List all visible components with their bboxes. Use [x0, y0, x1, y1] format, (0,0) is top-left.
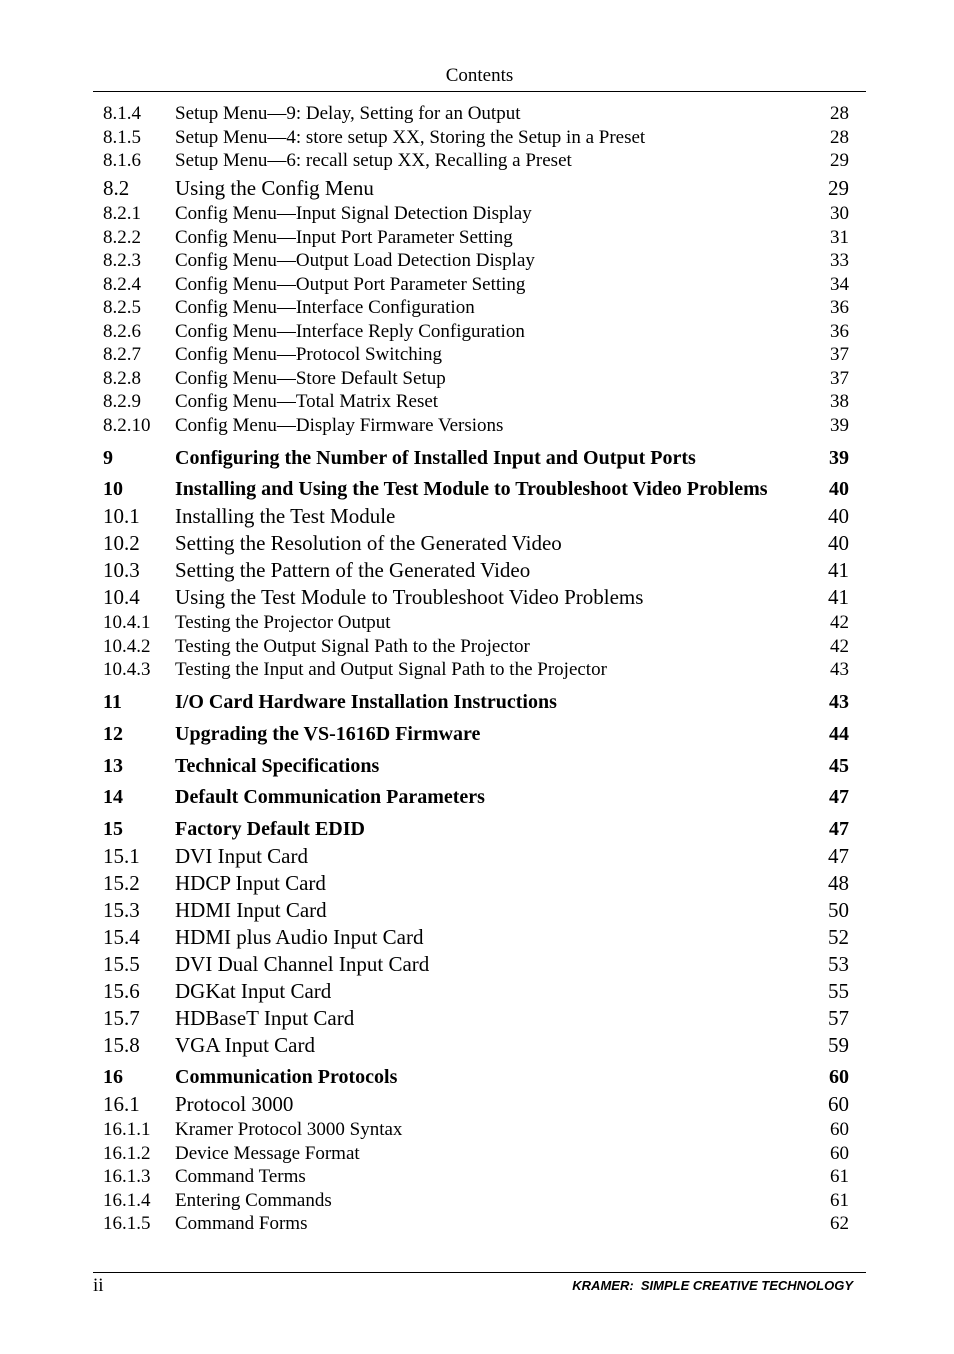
toc-entry[interactable] [0, 721, 954, 748]
toc-entry-page: 36 [830, 297, 849, 318]
toc-entry-page: 36 [830, 321, 849, 342]
toc-entry[interactable] [0, 1212, 954, 1236]
toc-entry[interactable] [0, 784, 954, 811]
toc-entry-page: 59 [828, 1032, 849, 1057]
toc-entry[interactable] [0, 476, 954, 503]
toc-entry-number: 8.2.2 [103, 227, 141, 248]
toc-entry-page: 40 [828, 530, 849, 555]
toc-entry-page: 47 [829, 785, 849, 808]
toc-entry[interactable] [0, 149, 954, 173]
toc-entry[interactable] [0, 503, 954, 530]
toc-entry-title: Setting the Pattern of the Generated Video [175, 557, 531, 582]
toc-entry-title: VGA Input Card [175, 1032, 315, 1057]
toc-entry-number: 16 [103, 1065, 123, 1088]
toc-entry[interactable] [0, 843, 954, 870]
toc-entry-page: 61 [830, 1166, 849, 1187]
toc-entry-number: 15.4 [103, 924, 140, 949]
toc-entry-number: 10.2 [103, 530, 140, 555]
toc-entry[interactable] [0, 273, 954, 297]
toc-entry-number: 16.1.2 [103, 1143, 151, 1164]
toc-entry[interactable] [0, 658, 954, 682]
toc-entry-title: DVI Input Card [175, 843, 308, 868]
toc-entry[interactable] [0, 445, 954, 472]
toc-entry-number: 10.4 [103, 584, 140, 609]
toc-entry[interactable] [0, 249, 954, 273]
toc-entry-title: Config Menu—Protocol Switching [175, 344, 443, 365]
toc-entry[interactable] [0, 367, 954, 391]
toc-entry-number: 13 [103, 754, 123, 777]
toc-entry-title: Configuring the Number of Installed Input and Output Ports [175, 446, 696, 469]
toc-entry-title: Command Terms [175, 1166, 306, 1187]
toc-entry-number: 8.2.6 [103, 321, 141, 342]
toc-entry-number: 8.2 [103, 175, 130, 200]
toc-entry-title: Communication Protocols [175, 1065, 398, 1088]
toc-entry-number: 10.4.3 [103, 659, 151, 680]
toc-entry[interactable] [0, 1165, 954, 1189]
toc-entry-page: 43 [829, 690, 849, 713]
toc-entry-title: Protocol 3000 [175, 1091, 294, 1116]
toc-entry[interactable] [0, 343, 954, 367]
toc-entry-page: 37 [830, 344, 849, 365]
toc-entry-title: Technical Specifications [175, 754, 380, 777]
toc-entry-title: Config Menu—Input Port Parameter Setting [175, 227, 513, 248]
toc-entry-number: 14 [103, 785, 123, 808]
toc-entry-title: Using the Config Menu [175, 175, 374, 200]
toc-entry-number: 8.2.8 [103, 368, 141, 389]
toc-entry-title: HDMI Input Card [175, 897, 327, 922]
toc-entry[interactable] [0, 202, 954, 226]
toc-entry-page: 41 [828, 584, 849, 609]
toc-entry[interactable] [0, 226, 954, 250]
header-rule [93, 91, 866, 92]
toc-entry-number: 8.2.5 [103, 297, 141, 318]
toc-entry[interactable] [0, 296, 954, 320]
toc-entry-page: 55 [828, 978, 849, 1003]
toc-entry-number: 16.1.4 [103, 1190, 151, 1211]
toc-entry-page: 42 [830, 612, 849, 633]
toc-entry-number: 12 [103, 722, 123, 745]
toc-entry-page: 33 [830, 250, 849, 271]
toc-entry-page: 30 [830, 203, 849, 224]
toc-entry-page: 28 [830, 127, 849, 148]
toc-entry[interactable] [0, 611, 954, 635]
toc-entry-page: 52 [828, 924, 849, 949]
footer-rule [93, 1272, 866, 1273]
toc-entry-title: Default Communication Parameters [175, 785, 485, 808]
toc-entry-page: 60 [830, 1119, 849, 1140]
toc-entry-page: 60 [828, 1091, 849, 1116]
toc-entry-number: 16.1.1 [103, 1119, 151, 1140]
toc-entry[interactable] [0, 689, 954, 716]
toc-entry-page: 39 [829, 446, 849, 469]
toc-entry-number: 15.6 [103, 978, 140, 1003]
toc-entry[interactable] [0, 951, 954, 978]
toc-entry-title: Setup Menu—9: Delay, Setting for an Output [175, 103, 521, 124]
toc-entry-number: 16.1.5 [103, 1213, 151, 1234]
toc-entry[interactable] [0, 1118, 954, 1142]
toc-entry-title: Config Menu—Input Signal Detection Display [175, 203, 532, 224]
toc-entry-number: 8.1.6 [103, 150, 141, 171]
toc-entry-page: 53 [828, 951, 849, 976]
toc-entry-number: 15.5 [103, 951, 140, 976]
toc-entry-page: 45 [829, 754, 849, 777]
toc-entry[interactable] [0, 390, 954, 414]
toc-entry-page: 50 [828, 897, 849, 922]
toc-entry-number: 8.2.4 [103, 274, 141, 295]
toc-entry-title: Setup Menu—4: store setup XX, Storing the Setup in a Preset [175, 127, 646, 148]
toc-entry[interactable] [0, 816, 954, 843]
toc-entry-number: 8.1.4 [103, 103, 141, 124]
toc-entry-title: I/O Card Hardware Installation Instructions [175, 690, 557, 713]
toc-entry-page: 41 [828, 557, 849, 582]
footer-page-number: ii [93, 1275, 104, 1296]
toc-entry-title: Installing the Test Module [175, 503, 396, 528]
toc-entry[interactable] [0, 1091, 954, 1118]
toc-entry-number: 11 [103, 690, 122, 713]
toc-entry-title: HDBaseT Input Card [175, 1005, 355, 1030]
toc-entry-page: 38 [830, 391, 849, 412]
toc-entry-page: 61 [830, 1190, 849, 1211]
toc-entry[interactable] [0, 557, 954, 584]
toc-entry-title: Command Forms [175, 1213, 308, 1234]
toc-entry-page: 31 [830, 227, 849, 248]
toc-entry-page: 37 [830, 368, 849, 389]
toc-entry-page: 29 [830, 150, 849, 171]
toc-entry[interactable] [0, 635, 954, 659]
toc-entry[interactable] [0, 978, 954, 1005]
toc-entry-page: 47 [829, 817, 849, 840]
toc-entry-page: 60 [830, 1143, 849, 1164]
toc-entry-number: 15.8 [103, 1032, 140, 1057]
toc-entry-title: Using the Test Module to Troubleshoot Video Problems [175, 584, 644, 609]
toc-entry[interactable] [0, 584, 954, 611]
toc-entry-page: 44 [829, 722, 849, 745]
toc-entry-title: Setting the Resolution of the Generated Video [175, 530, 562, 555]
toc-entry-number: 10.3 [103, 557, 140, 582]
toc-entry-page: 62 [830, 1213, 849, 1234]
toc-entry[interactable] [0, 1032, 954, 1059]
toc-entry-title: Installing and Using the Test Module to Troubleshoot Video Problems [175, 477, 768, 500]
toc-entry-title: Testing the Projector Output [175, 612, 391, 633]
toc-entry-number: 15 [103, 817, 123, 840]
toc-entry-title: Device Message Format [175, 1143, 360, 1164]
toc-entry-number: 8.2.10 [103, 415, 151, 436]
toc-entry[interactable] [0, 320, 954, 344]
toc-entry-title: Factory Default EDID [175, 817, 365, 840]
toc-entry-number: 10.4.1 [103, 612, 151, 633]
toc-entry-number: 8.2.1 [103, 203, 141, 224]
toc-entry[interactable] [0, 1005, 954, 1032]
toc-entry[interactable] [0, 870, 954, 897]
toc-entry-page: 43 [830, 659, 849, 680]
toc-entry-number: 10 [103, 477, 123, 500]
toc-entry-title: Config Menu—Display Firmware Versions [175, 415, 504, 436]
toc-entry-number: 16.1 [103, 1091, 140, 1116]
toc-entry-page: 60 [829, 1065, 849, 1088]
toc-entry[interactable] [0, 530, 954, 557]
toc-entry-title: DGKat Input Card [175, 978, 332, 1003]
footer-brand-tagline: KRAMER: SIMPLE CREATIVE TECHNOLOGY [572, 1278, 853, 1293]
toc-entry-title: Upgrading the VS-1616D Firmware [175, 722, 481, 745]
toc-entry-number: 15.1 [103, 843, 140, 868]
toc-entry-page: 34 [830, 274, 849, 295]
toc-entry-title: Testing the Input and Output Signal Path to the Projector [175, 659, 607, 680]
toc-entry-title: Config Menu—Total Matrix Reset [175, 391, 439, 412]
toc-entry[interactable] [0, 126, 954, 150]
toc-entry-number: 8.2.9 [103, 391, 141, 412]
toc-entry[interactable] [0, 102, 954, 126]
page-header-title: Contents [445, 65, 514, 86]
toc-entry-title: Config Menu—Interface Reply Configuration [175, 321, 525, 342]
toc-entry[interactable] [0, 1142, 954, 1166]
toc-entry-number: 10.4.2 [103, 636, 151, 657]
toc-entry[interactable] [0, 1189, 954, 1213]
toc-entry[interactable] [0, 924, 954, 951]
toc-entry-title: Setup Menu—6: recall setup XX, Recalling a Preset [175, 150, 572, 171]
toc-entry-page: 57 [828, 1005, 849, 1030]
toc-entry[interactable] [0, 414, 954, 438]
toc-entry-number: 15.2 [103, 870, 140, 895]
toc-entry-title: DVI Dual Channel Input Card [175, 951, 430, 976]
toc-entry-number: 8.1.5 [103, 127, 141, 148]
toc-entry[interactable] [0, 897, 954, 924]
toc-entry-page: 40 [829, 477, 849, 500]
toc-entry-number: 15.3 [103, 897, 140, 922]
toc-entry-number: 8.2.3 [103, 250, 141, 271]
toc-entry-page: 40 [828, 503, 849, 528]
toc-entry-title: Config Menu—Store Default Setup [175, 368, 446, 389]
toc-entry-number: 8.2.7 [103, 344, 141, 365]
toc-entry-title: Config Menu—Interface Configuration [175, 297, 475, 318]
toc-entry-title: Config Menu—Output Load Detection Display [175, 250, 535, 271]
toc-entry-number: 16.1.3 [103, 1166, 151, 1187]
toc-entry-number: 15.7 [103, 1005, 140, 1030]
toc-entry-page: 48 [828, 870, 849, 895]
toc-entry[interactable] [0, 175, 954, 202]
toc-entry-title: Config Menu—Output Port Parameter Setting [175, 274, 526, 295]
toc-entry[interactable] [0, 1064, 954, 1091]
toc-entry-title: HDMI plus Audio Input Card [175, 924, 424, 949]
toc-entry-number: 10.1 [103, 503, 140, 528]
toc-entry-title: Testing the Output Signal Path to the Projector [175, 636, 530, 657]
toc-entry-page: 39 [830, 415, 849, 436]
toc-entry-title: Entering Commands [175, 1190, 332, 1211]
toc-entry-title: Kramer Protocol 3000 Syntax [175, 1119, 403, 1140]
toc-entry-page: 28 [830, 103, 849, 124]
toc-entry-page: 29 [828, 175, 849, 200]
toc-entry-page: 42 [830, 636, 849, 657]
toc-entry-page: 47 [828, 843, 849, 868]
toc-entry-title: HDCP Input Card [175, 870, 326, 895]
toc-entry[interactable] [0, 753, 954, 780]
toc-entry-number: 9 [103, 446, 113, 469]
